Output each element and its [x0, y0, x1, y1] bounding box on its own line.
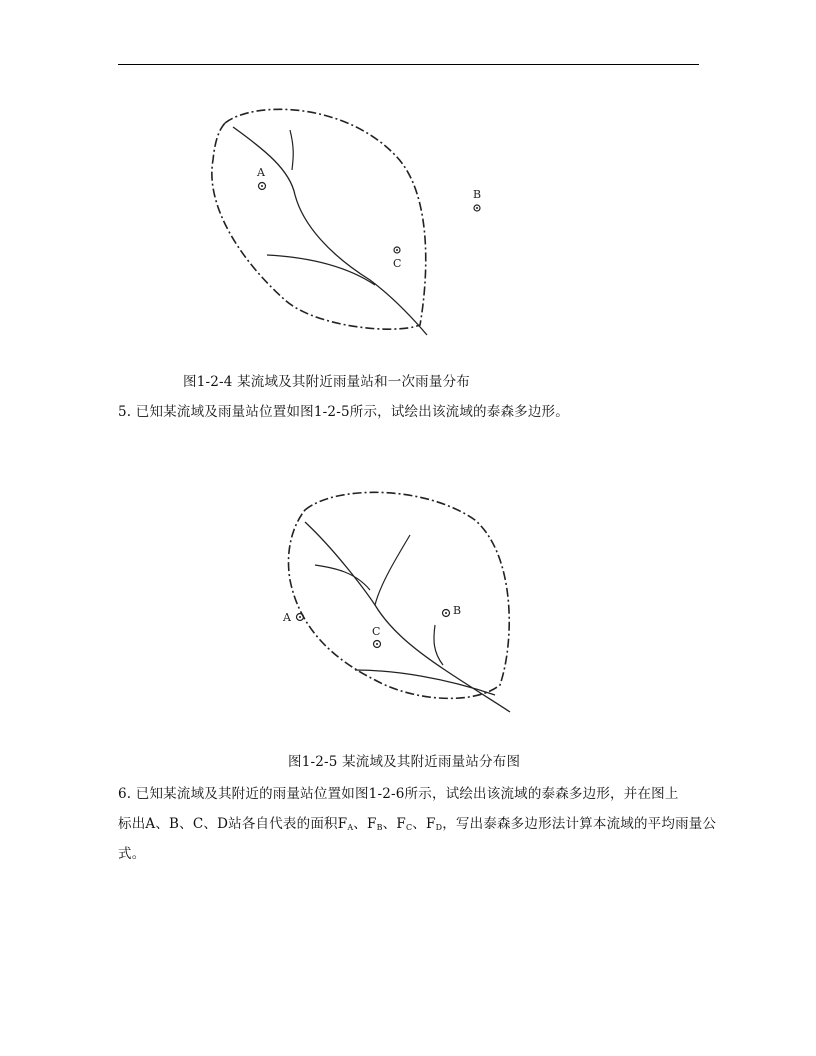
station-a	[256, 166, 266, 190]
question-6-line-3: 式。	[118, 846, 146, 862]
station-a	[282, 611, 304, 624]
question-6-suffix: ，写出泰森多边形法计算本流域的平均雨量公	[442, 816, 717, 832]
watershed-figure-2	[275, 480, 525, 720]
station-c-label: C	[393, 257, 402, 270]
question-6-line-2	[118, 812, 716, 832]
tributary-north	[290, 130, 293, 170]
station-b	[443, 604, 462, 617]
question-6-line-1: 6. 已知某流域及其附近的雨量站位置如图1-2-6所示，试绘出该流域的泰森多边形，并在图上	[118, 786, 679, 802]
station-b-label: B	[453, 604, 462, 617]
question-6-prefix: 标出A、B、C、D站各自代表的面积	[118, 816, 338, 832]
area-fc: $F_C$、	[396, 816, 426, 832]
figure-1-caption: 图1-2-4 某流域及其附近雨量站和一次雨量分布	[183, 374, 470, 390]
station-a-label: A	[257, 166, 265, 179]
watershed-boundary	[212, 109, 426, 329]
header-rule	[118, 64, 699, 65]
watershed-figure-1	[195, 95, 505, 345]
tributary-east	[375, 535, 410, 605]
station-b	[473, 188, 481, 211]
tributary-mid	[434, 625, 443, 665]
station-c	[372, 625, 381, 648]
station-c-label: C	[372, 625, 381, 638]
area-fd: $F_D$	[425, 816, 443, 832]
main-river	[305, 522, 510, 712]
station-b-label: B	[473, 188, 482, 201]
station-c	[393, 247, 401, 270]
station-a-label: A	[283, 611, 291, 624]
question-5: 5. 已知某流域及雨量站位置如图1-2-5所示，试绘出该流域的泰森多边形。	[118, 404, 569, 420]
area-fa: $F_A$、	[337, 816, 367, 832]
area-fb: $F_B$、	[367, 816, 397, 832]
figure-2-caption: 图1-2-5 某流域及其附近雨量站分布图	[288, 754, 521, 770]
tributary-south	[267, 255, 375, 285]
tributary-south	[355, 670, 495, 695]
watershed-boundary	[288, 492, 509, 698]
